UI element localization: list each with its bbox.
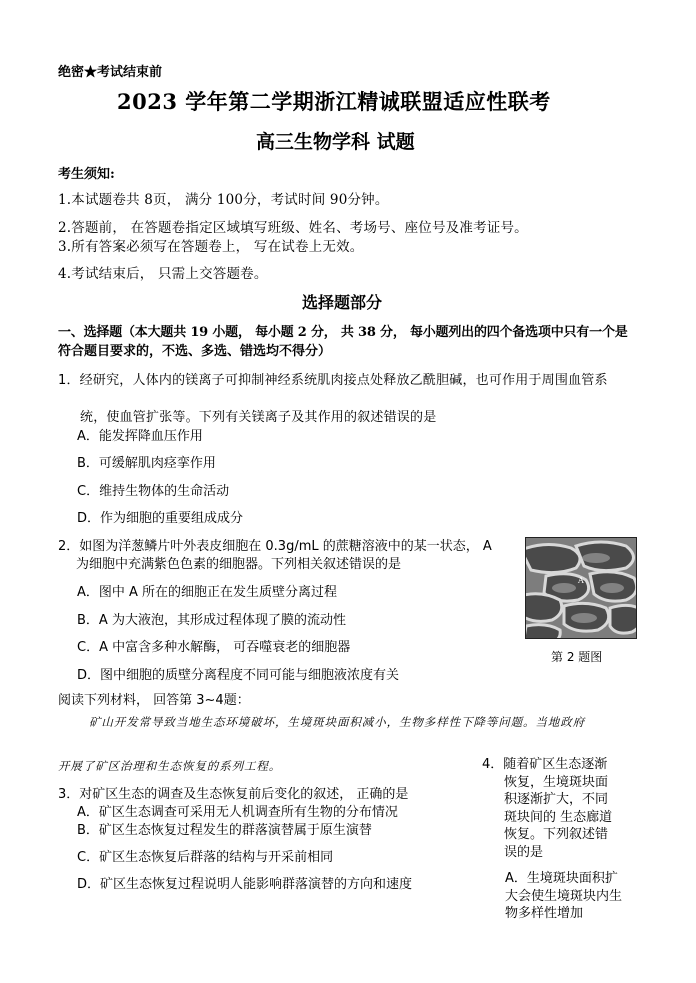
notice-heading: 考生须知:: [58, 167, 115, 182]
exam-subtitle: 高三生物学科 试题: [256, 131, 415, 153]
q2-option: C．A 中富含多种水解酶， 可吞噬衰老的细胞器: [77, 640, 351, 655]
q3-stem: 3．对矿区生态的调查及生态恢复前后变化的叙述， 正确的是: [58, 787, 409, 802]
q4-option-line: 大会使生境斑块内生: [505, 888, 623, 904]
notice-item: 4.考试结束后， 只需上交答题卷。: [58, 266, 268, 282]
q1-stem: 1．经研究，人体内的镁离子可抑制神经系统肌肉接点处释放乙酰胆碱，也可作用于周围血管系: [58, 373, 608, 388]
q4-option-line: 物多样性增加: [505, 906, 584, 921]
onion-cell-micrograph: [525, 537, 637, 639]
q3-option: D．矿区生态恢复过程说明人能影响群落演替的方向和速度: [77, 877, 413, 892]
q1-option: D．作为细胞的重要组成成分: [77, 511, 244, 526]
q3-option: B．矿区生态恢复过程发生的群落演替属于原生演替: [77, 823, 372, 838]
q4-stem-line: 斑块间的 生态廊道: [504, 809, 613, 825]
q1-option: C．维持生物体的生命活动: [77, 484, 230, 499]
notice-item: 1.本试题卷共 8页， 满分 100分，考试时间 90分钟。: [58, 192, 389, 208]
figure-caption: 第 2 题图: [551, 650, 603, 664]
q4-stem-line: 恢复。下列叙述错: [504, 827, 609, 842]
q3-option: C．矿区生态恢复后群落的结构与开采前相同: [77, 850, 334, 865]
q4-stem-line: 4．随着矿区生态逐渐: [482, 757, 608, 772]
q2-option: D．图中细胞的质壁分离程度不同可能与细胞液浓度有关: [77, 668, 400, 683]
q1-stem: 统，使血管扩张等。下列有关镁离子及其作用的叙述错误的是: [80, 410, 437, 425]
section-intro: 一、选择题（本大题共 19 小题， 每小题 2 分， 共 38 分， 每小题列出的四个备选项中只有一个是: [58, 325, 628, 340]
q4-stem-line: 恢复，生境斑块面: [504, 774, 609, 790]
q2-option: B．A 为大液泡，其形成过程体现了膜的流动性: [77, 613, 346, 628]
section-title: 选择题部分: [302, 293, 383, 312]
q2-stem: 为细胞中充满紫色色素的细胞器。下列相关叙述错误的是: [76, 557, 402, 572]
q4-stem-line: 积逐渐扩大，不同: [504, 792, 609, 807]
figure-label-a: A: [578, 576, 584, 585]
q4-stem: [482, 756, 612, 861]
secret-mark: 绝密★考试结束前: [58, 65, 163, 80]
q1-option: B．可缓解肌肉痉挛作用: [77, 456, 216, 471]
reading-material: 矿山开发常导致当地生态环境破坏，生境斑块面积减小，生物多样性下降等问题。当地政府: [89, 715, 585, 729]
q1-option: A．能发挥降血压作用: [77, 429, 203, 444]
q2-option: A．图中 A 所在的细胞正在发生质壁分离过程: [77, 585, 338, 600]
reading-prompt: 阅读下列材料， 回答第 3~4题：: [58, 693, 250, 708]
section-intro: 符合题目要求的，不选、多选、错选均不得分）: [58, 344, 332, 359]
notice-item: 3.所有答案必须写在答题卷上， 写在试卷上无效。: [58, 239, 364, 255]
micrograph-drawing: [526, 538, 636, 638]
q2-stem: 2．如图为洋葱鳞片叶外表皮细胞在 0.3g/mL 的蔗糖溶液中的某一状态， A: [58, 539, 492, 554]
q4-option-a: [505, 870, 622, 923]
notice-item: 2.答题前， 在答题卷指定区域填写班级、姓名、考场号、座位号及准考证号。: [58, 220, 528, 236]
q4-stem-line: 误的是: [504, 844, 544, 860]
q3-option: A．矿区生态调查可采用无人机调查所有生物的分布情况: [77, 805, 398, 820]
exam-title: 2023 学年第二学期浙江精诚联盟适应性联考: [117, 89, 551, 114]
reading-material: 开展了矿区治理和生态恢复的系列工程。: [58, 759, 282, 773]
q4-option-line: A．生境斑块面积扩: [505, 871, 618, 886]
